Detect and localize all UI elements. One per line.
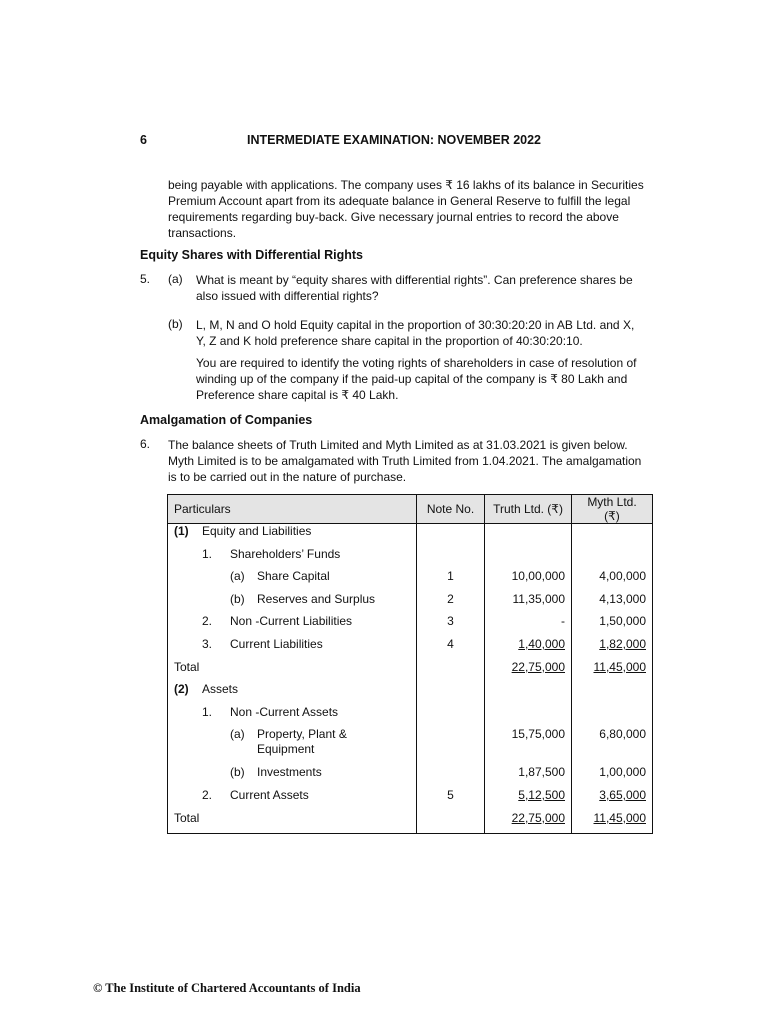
row-particulars bbox=[168, 705, 417, 728]
row-label: Investments bbox=[257, 765, 322, 780]
row-label: Current Assets bbox=[230, 787, 309, 802]
row-particulars bbox=[168, 592, 417, 615]
row-particulars bbox=[168, 727, 417, 765]
row-truth-amount: 1,40,000 bbox=[518, 636, 565, 651]
table-row bbox=[168, 637, 653, 660]
row-particulars bbox=[168, 569, 417, 592]
subquestion-label: (a) bbox=[168, 272, 183, 286]
row-label: Non -Current Liabilities bbox=[230, 614, 353, 629]
continuation-paragraph bbox=[168, 177, 651, 241]
row-particulars bbox=[168, 614, 417, 637]
table-row-total bbox=[168, 811, 653, 834]
row-myth-value bbox=[572, 788, 653, 811]
text-line: winding up of the company if the paid-up capital of the company is ₹ 80 Lakh and bbox=[196, 372, 628, 386]
row-label: Share Capital bbox=[257, 569, 330, 584]
row-myth-value: 4,00,000 bbox=[572, 569, 653, 592]
row-number: 3. bbox=[202, 636, 213, 651]
row-label-line: Property, Plant & bbox=[257, 727, 347, 742]
table-row bbox=[168, 547, 653, 570]
table-row bbox=[168, 614, 653, 637]
row-truth-value bbox=[485, 705, 572, 728]
question-5b-text bbox=[196, 317, 651, 349]
row-label: Total bbox=[174, 659, 200, 674]
row-truth-value: 1,87,500 bbox=[485, 765, 572, 788]
text-line: requirements regarding buy-back. Give necessary journal entries to record the above bbox=[168, 210, 619, 224]
row-note bbox=[417, 682, 485, 705]
row-truth-value bbox=[485, 547, 572, 570]
row-myth-value: 6,80,000 bbox=[572, 727, 653, 765]
row-particulars bbox=[168, 788, 417, 811]
row-myth-value bbox=[572, 524, 653, 547]
row-note bbox=[417, 524, 485, 547]
question-number: 5. bbox=[140, 272, 151, 286]
table-header-row bbox=[168, 495, 653, 524]
row-note bbox=[417, 660, 485, 683]
column-header-particulars: Particulars bbox=[168, 495, 417, 524]
text-line: L, M, N and O hold Equity capital in the proportion of 30:30:20:20 in AB Ltd. and X, bbox=[196, 318, 635, 332]
column-header-myth: Myth Ltd. (₹) bbox=[572, 495, 653, 524]
row-number: 2. bbox=[202, 614, 213, 629]
row-truth-amount: 22,75,000 bbox=[511, 810, 565, 825]
row-note bbox=[417, 765, 485, 788]
balance-sheet-table bbox=[167, 494, 653, 834]
row-number: (a) bbox=[230, 727, 245, 742]
row-number: (1) bbox=[174, 524, 189, 538]
table-row bbox=[168, 524, 653, 547]
table-row bbox=[168, 727, 653, 765]
section-heading-differential-rights: Equity Shares with Differential Rights bbox=[140, 248, 363, 262]
text-line: The balance sheets of Truth Limited and Myth Limited as at 31.03.2021 is given below. bbox=[168, 438, 628, 452]
row-truth-value: 15,75,000 bbox=[485, 727, 572, 765]
row-truth-value bbox=[485, 811, 572, 834]
text-line: What is meant by “equity shares with differential rights”. Can preference shares be bbox=[196, 273, 633, 287]
text-line: transactions. bbox=[168, 226, 237, 240]
row-note bbox=[417, 727, 485, 765]
row-number: (a) bbox=[230, 569, 245, 584]
question-5a-text bbox=[196, 272, 651, 304]
row-myth-amount: 11,45,000 bbox=[593, 810, 646, 825]
question-5b-requirement bbox=[196, 355, 651, 403]
question-number: 6. bbox=[140, 437, 151, 451]
text-line: Myth Limited is to be amalgamated with Truth Limited from 1.04.2021. The amalgamation bbox=[168, 454, 642, 468]
row-myth-value bbox=[572, 637, 653, 660]
row-number: (b) bbox=[230, 765, 245, 780]
row-truth-value bbox=[485, 788, 572, 811]
text-line: Y, Z and K hold preference share capital in the proportion of 40:30:20:10. bbox=[196, 334, 583, 348]
row-number: (b) bbox=[230, 591, 245, 606]
text-line: is to be carried out in the nature of purchase. bbox=[168, 470, 407, 484]
section-heading-amalgamation: Amalgamation of Companies bbox=[140, 413, 313, 427]
row-truth-value bbox=[485, 682, 572, 705]
row-truth-value: 10,00,000 bbox=[485, 569, 572, 592]
row-truth-amount: 5,12,500 bbox=[518, 787, 565, 802]
question-6-text bbox=[168, 437, 651, 485]
text-line: Premium Account apart from its adequate balance in General Reserve to fulfill the legal bbox=[168, 194, 631, 208]
row-label: Current Liabilities bbox=[230, 636, 323, 651]
row-truth-value bbox=[485, 637, 572, 660]
row-label: Total bbox=[174, 810, 200, 825]
row-number: 1. bbox=[202, 546, 213, 561]
row-note: 2 bbox=[417, 592, 485, 615]
page-title: INTERMEDIATE EXAMINATION: NOVEMBER 2022 bbox=[246, 133, 541, 147]
table-row bbox=[168, 765, 653, 788]
row-myth-value bbox=[572, 811, 653, 834]
row-label: Non -Current Assets bbox=[230, 704, 339, 719]
column-header-truth: Truth Ltd. (₹) bbox=[485, 495, 572, 524]
text-line: also issued with differential rights? bbox=[196, 289, 379, 303]
row-particulars bbox=[168, 637, 417, 660]
row-label: Equity and Liabilities bbox=[202, 524, 312, 538]
row-note bbox=[417, 811, 485, 834]
row-label-line: Equipment bbox=[257, 742, 315, 757]
table-row bbox=[168, 682, 653, 705]
row-note: 4 bbox=[417, 637, 485, 660]
row-number: 1. bbox=[202, 704, 213, 719]
row-label: Assets bbox=[202, 682, 239, 697]
row-number: 2. bbox=[202, 787, 213, 802]
text-line: You are required to identify the voting rights of shareholders in case of resolution of bbox=[196, 356, 637, 370]
text-line: being payable with applications. The company uses ₹ 16 lakhs of its balance in Securities bbox=[168, 178, 644, 192]
row-particulars bbox=[168, 524, 417, 547]
row-number: (2) bbox=[174, 682, 189, 697]
row-particulars bbox=[168, 811, 417, 834]
text-line: Preference share capital is ₹ 40 Lakh. bbox=[196, 388, 399, 402]
row-truth-value: - bbox=[485, 614, 572, 637]
row-myth-value: 1,00,000 bbox=[572, 765, 653, 788]
row-label: Shareholders’ Funds bbox=[230, 546, 341, 561]
table-row bbox=[168, 592, 653, 615]
row-myth-amount: 1,82,000 bbox=[599, 636, 646, 651]
row-truth-value bbox=[485, 524, 572, 547]
row-particulars bbox=[168, 547, 417, 570]
row-myth-value bbox=[572, 682, 653, 705]
subquestion-label: (b) bbox=[168, 317, 183, 331]
row-myth-value: 1,50,000 bbox=[572, 614, 653, 637]
row-myth-amount: 3,65,000 bbox=[599, 787, 646, 802]
table-row-total bbox=[168, 660, 653, 683]
row-label bbox=[257, 727, 347, 757]
row-truth-amount: 22,75,000 bbox=[511, 659, 565, 674]
table-row bbox=[168, 569, 653, 592]
row-note: 5 bbox=[417, 788, 485, 811]
page-number: 6 bbox=[140, 133, 147, 147]
row-particulars bbox=[168, 660, 417, 683]
row-myth-value bbox=[572, 547, 653, 570]
copyright-footer: © The Institute of Chartered Accountants of India bbox=[93, 981, 361, 995]
row-truth-value bbox=[485, 660, 572, 683]
row-myth-value bbox=[572, 660, 653, 683]
row-myth-amount: 11,45,000 bbox=[593, 659, 646, 674]
row-note: 1 bbox=[417, 569, 485, 592]
row-particulars bbox=[168, 682, 417, 705]
row-truth-value: 11,35,000 bbox=[485, 592, 572, 615]
row-label: Reserves and Surplus bbox=[257, 591, 376, 606]
row-myth-value: 4,13,000 bbox=[572, 592, 653, 615]
row-note bbox=[417, 547, 485, 570]
row-myth-value bbox=[572, 705, 653, 728]
table-row bbox=[168, 705, 653, 728]
column-header-note: Note No. bbox=[417, 495, 485, 524]
row-particulars bbox=[168, 765, 417, 788]
row-note bbox=[417, 705, 485, 728]
row-note: 3 bbox=[417, 614, 485, 637]
table-row bbox=[168, 788, 653, 811]
